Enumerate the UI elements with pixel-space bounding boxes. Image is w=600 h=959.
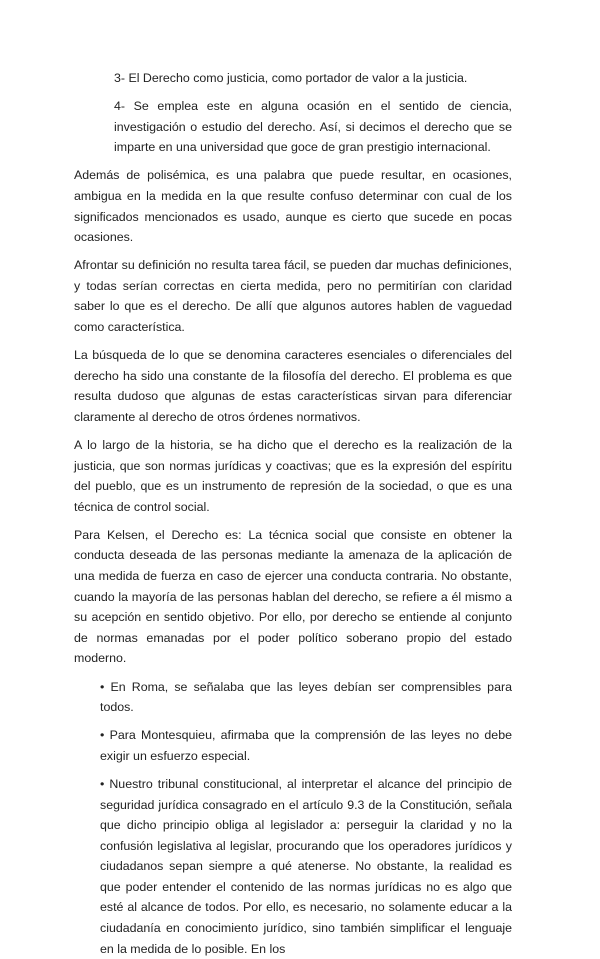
bullet-montesquieu: • Para Montesquieu, afirmaba que la comprensión de las leyes no debe exigir un esfuerzo especial.: [100, 728, 512, 763]
paragraph-polysemy: Además de polisémica, es una palabra que puede resultar, en ocasiones, ambigua en la medida en la que resulte confuso determinar con cual de los significados mencionados es usado, aunque es cierto que sucede en pocas ocasiones.: [74, 168, 512, 245]
paragraph-history: A lo largo de la historia, se ha dicho que el derecho es la realización de la justicia, que son normas jurídicas y coactivas; que es la expresión del espíritu del pueblo, que es un instrumento de represión de la sociedad, o que es una técnica de control social.: [74, 438, 512, 514]
bullet-roma: • En Roma, se señalaba que las leyes debían ser comprensibles para todos.: [100, 679, 512, 715]
paragraph-kelsen: Para Kelsen, el Derecho es: La técnica social que consiste en obtener la conducta deseada de las personas mediante la amenaza de la aplicación de una medida de fuerza en caso de ejercer una conducta contraria. No obstante, cuando la mayoría de las personas hablan del derecho, se refiere a él mismo a su acepción en sentido objetivo. Por ello, por derecho se entiende al conjunto de normas emanadas por el poder político soberano propio del estado moderno.: [74, 527, 512, 666]
paragraph-definition: Afrontar su definición no resulta tarea fácil, se pueden dar muchas definiciones, y todas serían correctas en cierta medida, pero no permitirían con claridad saber lo que es el derecho. De allí que algunos autores hablen de vaguedad como característica.: [74, 258, 512, 335]
numbered-item-3: 3- El Derecho como justicia, como portador de valor a la justicia.: [114, 71, 468, 85]
paragraph-essential-characters: La búsqueda de lo que se denomina caracteres esenciales o diferenciales del derecho ha sido una constante de la filosofía del derecho. El problema es que resulta dudoso que algunas de estas características sirvan para diferenciar claramente al derecho de otros órdenes normativos.: [74, 348, 512, 424]
numbered-item-4: 4- Se emplea este en alguna ocasión en el sentido de ciencia, investigación o estudio del derecho. Así, si decimos el derecho que se imparte en una universidad que goce de gran prestigio internacional.: [114, 99, 512, 155]
bullet-tribunal: • Nuestro tribunal constitucional, al interpretar el alcance del principio de seguridad jurídica consagrado en el artículo 9.3 de la Constitución, señala que dicho principio obliga al legislador a: perseguir la claridad y no la confusión legislativa al legislar, procurando que los operadores jurídicos y ciudadanos sepan siempre a qué atenerse. No obstante, la realidad es que poder entender el contenido de las normas jurídicas no es algo que esté al alcance de todos. Por ello, es necesario, no solamente educar a la ciudadanía en conocimiento jurídico, sino también simplificar el lenguaje en la medida de lo posible. En los: [100, 776, 512, 956]
